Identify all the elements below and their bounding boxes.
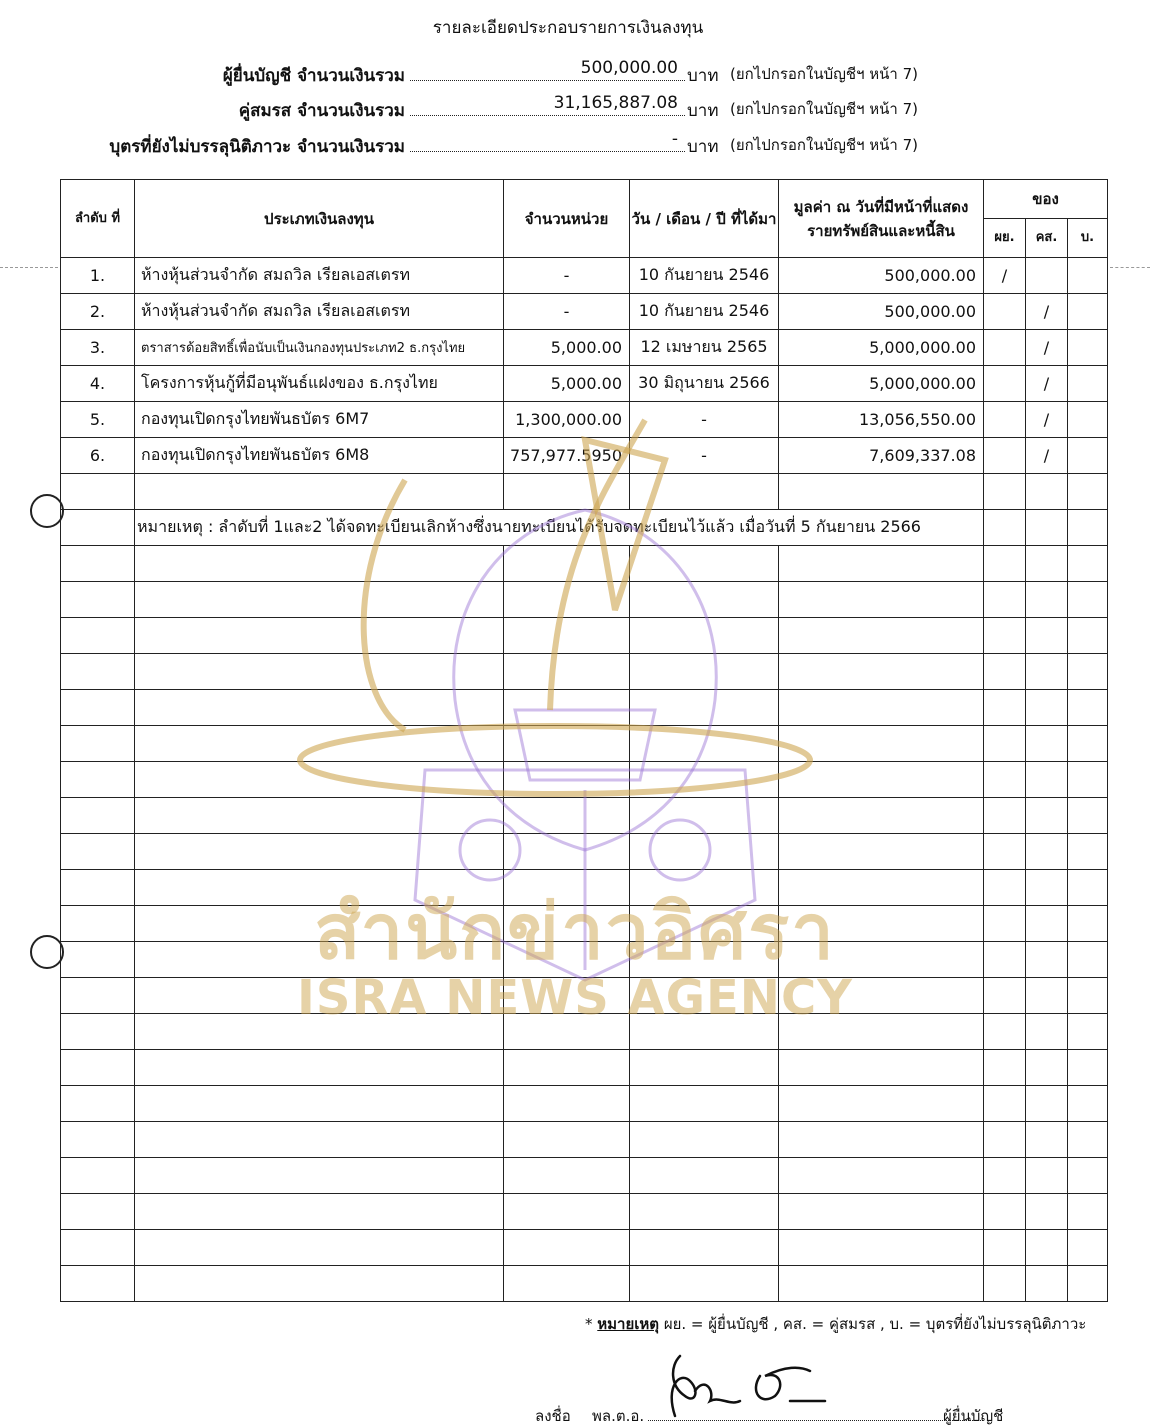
row-owner-spouse: / (1026, 294, 1068, 330)
row-units: 5,000.00 (504, 330, 630, 366)
row-value: 5,000,000.00 (779, 330, 984, 366)
row-owner-self (984, 366, 1026, 402)
dotted-leader (410, 151, 685, 152)
row-owner-child (1068, 294, 1108, 330)
row-no: 1. (61, 258, 135, 294)
footnote-label: หมายเหตุ (597, 1315, 660, 1333)
row-owner-self (984, 330, 1026, 366)
row-owner-self (984, 402, 1026, 438)
blank-row (61, 546, 1108, 582)
blank-row (61, 1266, 1108, 1302)
page-title: รายละเอียดประกอบรายการเงินลงทุน (432, 18, 704, 38)
blank-row (61, 1122, 1108, 1158)
row-value: 5,000,000.00 (779, 366, 984, 402)
sign-rank: พล.ต.อ. (592, 1407, 645, 1425)
dotted-leader (410, 80, 685, 81)
blank-row (61, 978, 1108, 1014)
blank-row (61, 726, 1108, 762)
blank-row (61, 942, 1108, 978)
blank-row (61, 870, 1108, 906)
row-owner-self: / (984, 258, 1026, 294)
table-row (61, 258, 1108, 294)
row-owner-child (1068, 330, 1108, 366)
header-owner-self: ผย. (984, 219, 1026, 258)
row-owner-self (984, 294, 1026, 330)
footnote-text: ผย. = ผู้ยื่นบัญชี , คส. = คู่สมรส , บ. = บุตรที่ยังไม่บรรลุนิติภาวะ (663, 1315, 1087, 1333)
header-owner: ของ (984, 180, 1108, 219)
sign-dotted-line (648, 1420, 983, 1421)
summary-amount: 500,000.00 (580, 58, 678, 78)
remark-row (61, 510, 1108, 546)
blank-row (61, 1086, 1108, 1122)
summary-note: (ยกไปกรอกในบัญชีฯ หน้า 7) (730, 65, 918, 83)
row-no: 3. (61, 330, 135, 366)
table-row (61, 438, 1108, 474)
footnote (585, 1312, 1086, 1336)
header-date: วัน / เดือน / ปี ที่ได้มา (630, 180, 779, 258)
sign-label: ลงชื่อ (535, 1407, 571, 1425)
blank-row (61, 798, 1108, 834)
row-no: 4. (61, 366, 135, 402)
scan-fold-line (0, 267, 58, 268)
header-owner-spouse: คส. (1026, 219, 1068, 258)
row-owner-spouse (1026, 258, 1068, 294)
summary-note: (ยกไปกรอกในบัญชีฯ หน้า 7) (730, 136, 918, 154)
summary-unit: บาท (687, 137, 719, 157)
row-owner-spouse: / (1026, 438, 1068, 474)
row-type: ห้างหุ้นส่วนจำกัด สมถวิล เรียลเอสเตรท (135, 294, 504, 330)
row-units: - (504, 258, 630, 294)
sign-role: ผู้ยื่นบัญชี (943, 1407, 1004, 1425)
row-no: 5. (61, 402, 135, 438)
row-date: 30 มิถุนายน 2566 (630, 366, 779, 402)
row-owner-spouse: / (1026, 366, 1068, 402)
header-value: มูลค่า ณ วันที่มีหน้าที่แสดง รายทรัพย์สินและหนี้สิน (779, 180, 984, 258)
row-date: - (630, 438, 779, 474)
row-owner-child (1068, 402, 1108, 438)
row-owner-spouse: / (1026, 330, 1068, 366)
row-type: ตราสารด้อยสิทธิ์เพื่อนับเป็นเงินกองทุนประเภท2 ธ.กรุงไทย (135, 330, 504, 366)
header-units: จำนวนหน่วย (504, 180, 630, 258)
row-owner-child (1068, 438, 1108, 474)
table-row (61, 366, 1108, 402)
row-date: 12 เมษายน 2565 (630, 330, 779, 366)
summary-label: คู่สมรส จำนวนเงินรวม (238, 101, 405, 121)
row-date: - (630, 402, 779, 438)
blank-row (61, 690, 1108, 726)
summary-unit: บาท (687, 66, 719, 86)
signature-line (535, 1404, 1035, 1426)
row-no: 6. (61, 438, 135, 474)
summary-child (0, 129, 1150, 161)
watermark-thai: สำนักข่าวอิศรา (314, 887, 836, 976)
summary-spouse (0, 93, 1150, 125)
header-owner-child: บ. (1068, 219, 1108, 258)
summary-label: บุตรที่ยังไม่บรรลุนิติภาวะ จำนวนเงินรวม (109, 137, 405, 157)
blank-row (61, 1050, 1108, 1086)
punch-hole (30, 494, 64, 528)
footnote-asterisk: * (585, 1315, 598, 1333)
summary-amount: - (671, 129, 678, 149)
row-value: 7,609,337.08 (779, 438, 984, 474)
row-no: 2. (61, 294, 135, 330)
row-units: 757,977.5950 (504, 438, 630, 474)
row-owner-child (1068, 366, 1108, 402)
punch-hole (30, 935, 64, 969)
blank-row (61, 1158, 1108, 1194)
scan-fold-line (1110, 267, 1150, 268)
row-date: 10 กันยายน 2546 (630, 294, 779, 330)
blank-row (61, 834, 1108, 870)
row-owner-self (984, 438, 1026, 474)
dotted-leader (410, 115, 685, 116)
investment-table (60, 179, 1108, 1302)
header-no: ลำดับ ที่ (61, 180, 135, 258)
row-value: 500,000.00 (779, 294, 984, 330)
row-value: 500,000.00 (779, 258, 984, 294)
blank-row (61, 1230, 1108, 1266)
blank-row (61, 1014, 1108, 1050)
blank-row (61, 1194, 1108, 1230)
table-row (61, 402, 1108, 438)
summary-label: ผู้ยื่นบัญชี จำนวนเงินรวม (222, 66, 405, 86)
row-type: โครงการหุ้นกู้ที่มีอนุพันธ์แฝงของ ธ.กรุงไทย (135, 366, 504, 402)
row-units: 1,300,000.00 (504, 402, 630, 438)
row-date: 10 กันยายน 2546 (630, 258, 779, 294)
row-type: กองทุนเปิดกรุงไทยพันธบัตร 6M7 (135, 402, 504, 438)
row-units: 5,000.00 (504, 366, 630, 402)
watermark-english: ISRA NEWS AGENCY (297, 970, 853, 1026)
blank-row (61, 582, 1108, 618)
row-value: 13,056,550.00 (779, 402, 984, 438)
row-units: - (504, 294, 630, 330)
row-owner-child (1068, 258, 1108, 294)
blank-row (61, 618, 1108, 654)
blank-row (61, 654, 1108, 690)
row-type: กองทุนเปิดกรุงไทยพันธบัตร 6M8 (135, 438, 504, 474)
table-row (61, 330, 1108, 366)
summary-filer (0, 58, 1150, 90)
blank-row (61, 474, 1108, 510)
row-owner-spouse: / (1026, 402, 1068, 438)
header-type: ประเภทเงินลงทุน (135, 180, 504, 258)
summary-note: (ยกไปกรอกในบัญชีฯ หน้า 7) (730, 100, 918, 118)
remark-text: หมายเหตุ : ลำดับที่ 1และ2 ได้จดทะเบียนเลิกห้างซึ่งนายทะเบียนได้รับจดทะเบียนไว้แล้ว เมื่อวันที่ 5 กันยายน 2566 (135, 510, 984, 546)
table-row (61, 294, 1108, 330)
summary-amount: 31,165,887.08 (553, 93, 678, 113)
row-type: ห้างหุ้นส่วนจำกัด สมถวิล เรียลเอสเตรท (135, 258, 504, 294)
blank-row (61, 762, 1108, 798)
blank-row (61, 906, 1108, 942)
blank-rows (61, 546, 1108, 1302)
summary-unit: บาท (687, 101, 719, 121)
